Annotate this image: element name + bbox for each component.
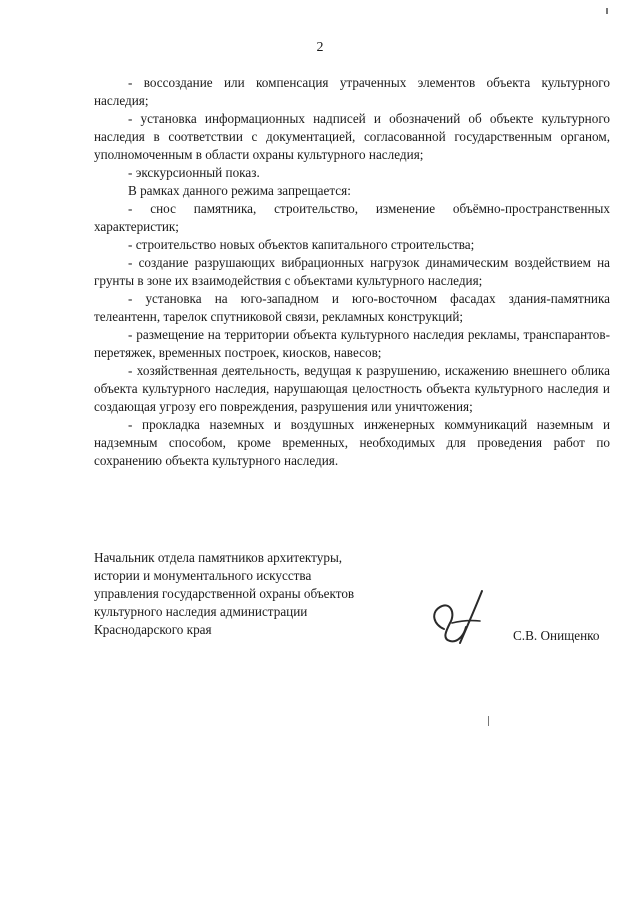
section-intro: В рамках данного режима запрещается: (128, 183, 351, 198)
body-paragraph: - создание разрушающих вибрационных нагрузок динамическим воздействием на грунты в зоне их взаимодействия с объектами культурного наследия; (94, 255, 610, 288)
body-paragraph: - установка информационных надписей и обозначений об объекте культурного наследия в соответствии с документацией, согласованной государственным органом, уполномоченным в области охраны культурного наследия; (94, 111, 610, 162)
document-body (94, 74, 610, 470)
body-paragraph: - установка на юго-западном и юго-восточном фасадах здания-памятника телеантенн, тарелок спутниковой связи, рекламных конструкций; (94, 291, 610, 324)
body-paragraph: - строительство новых объектов капитального строительства; (128, 237, 475, 252)
body-paragraph: - снос памятника, строительство, изменение объёмно-пространственных характеристик; (94, 201, 610, 234)
signer-position-line: управления государственной охраны объектов (94, 586, 355, 601)
signer-position-line: Краснодарского края (94, 622, 212, 637)
body-paragraph: - хозяйственная деятельность, ведущая к разрушению, искажению внешнего облика объекта культурного наследия, нарушающая целостность объекта культурного наследия и создающая угрозу его повреждения, разрушения или уничтожения; (94, 363, 610, 414)
body-paragraph: - прокладка наземных и воздушных инженерных коммуникаций наземным и надземным способом, кроме временных, необходимых для проведения работ по сохранению объекта культурного наследия. (94, 417, 610, 468)
handwritten-signature (420, 585, 490, 655)
signer-position-line: истории и монументального искусства (94, 568, 312, 583)
page-number: 2 (316, 40, 324, 55)
signature-block (94, 549, 610, 659)
signer-position-line: культурного наследия администрации (94, 604, 308, 619)
signer-position-line: Начальник отдела памятников архитектуры, (94, 550, 343, 565)
signer-name: С.В. Онищенко (513, 628, 600, 643)
body-paragraph: - размещение на территории объекта культурного наследия рекламы, транспарантов-перетяжек, временных построек, киосков, навесов; (94, 327, 610, 360)
scan-mark (606, 8, 608, 14)
body-paragraph: - экскурсионный показ. (128, 165, 260, 180)
body-paragraph: - воссоздание или компенсация утраченных элементов объекта культурного наследия; (94, 75, 610, 108)
scan-mark (488, 716, 489, 726)
